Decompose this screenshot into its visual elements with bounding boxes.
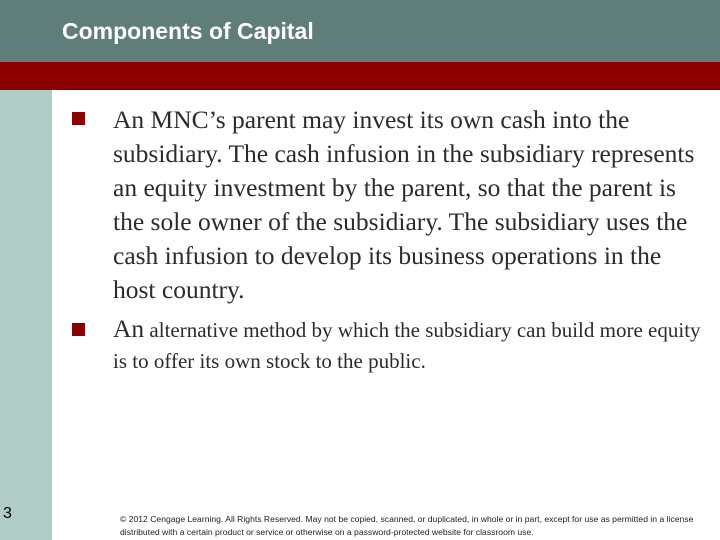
bullet-text: An MNC’s parent may invest its own cash into the subsidiary. The cash infusion in the subsidiary represents an equity investment by the parent, so that the parent is the sole owner of the subsidiary. The subsidiary uses the cash infusion to develop its business operations in the host country. [113, 105, 695, 304]
bullet-text: alternative method by which the subsidiary can build more equity is to offer its own stock to the public. [113, 318, 701, 373]
bullet-item [72, 103, 702, 307]
bullet-lead-word: An [113, 314, 145, 343]
square-bullet-icon [72, 323, 85, 336]
side-bar [0, 90, 52, 540]
slide-title: Components of Capital [62, 18, 314, 44]
slide-content [72, 103, 702, 377]
page-number: 3 [3, 505, 12, 522]
accent-band [0, 62, 720, 90]
bullet-item [72, 313, 702, 377]
square-bullet-icon [72, 112, 85, 125]
copyright-notice: © 2012 Cengage Learning. All Rights Reserved. May not be copied, scanned, or duplicated, in whole or in part, except for use as permitted in a license distributed with a certain product or service or otherwise on a password-protected website for classroom use. [120, 514, 694, 537]
